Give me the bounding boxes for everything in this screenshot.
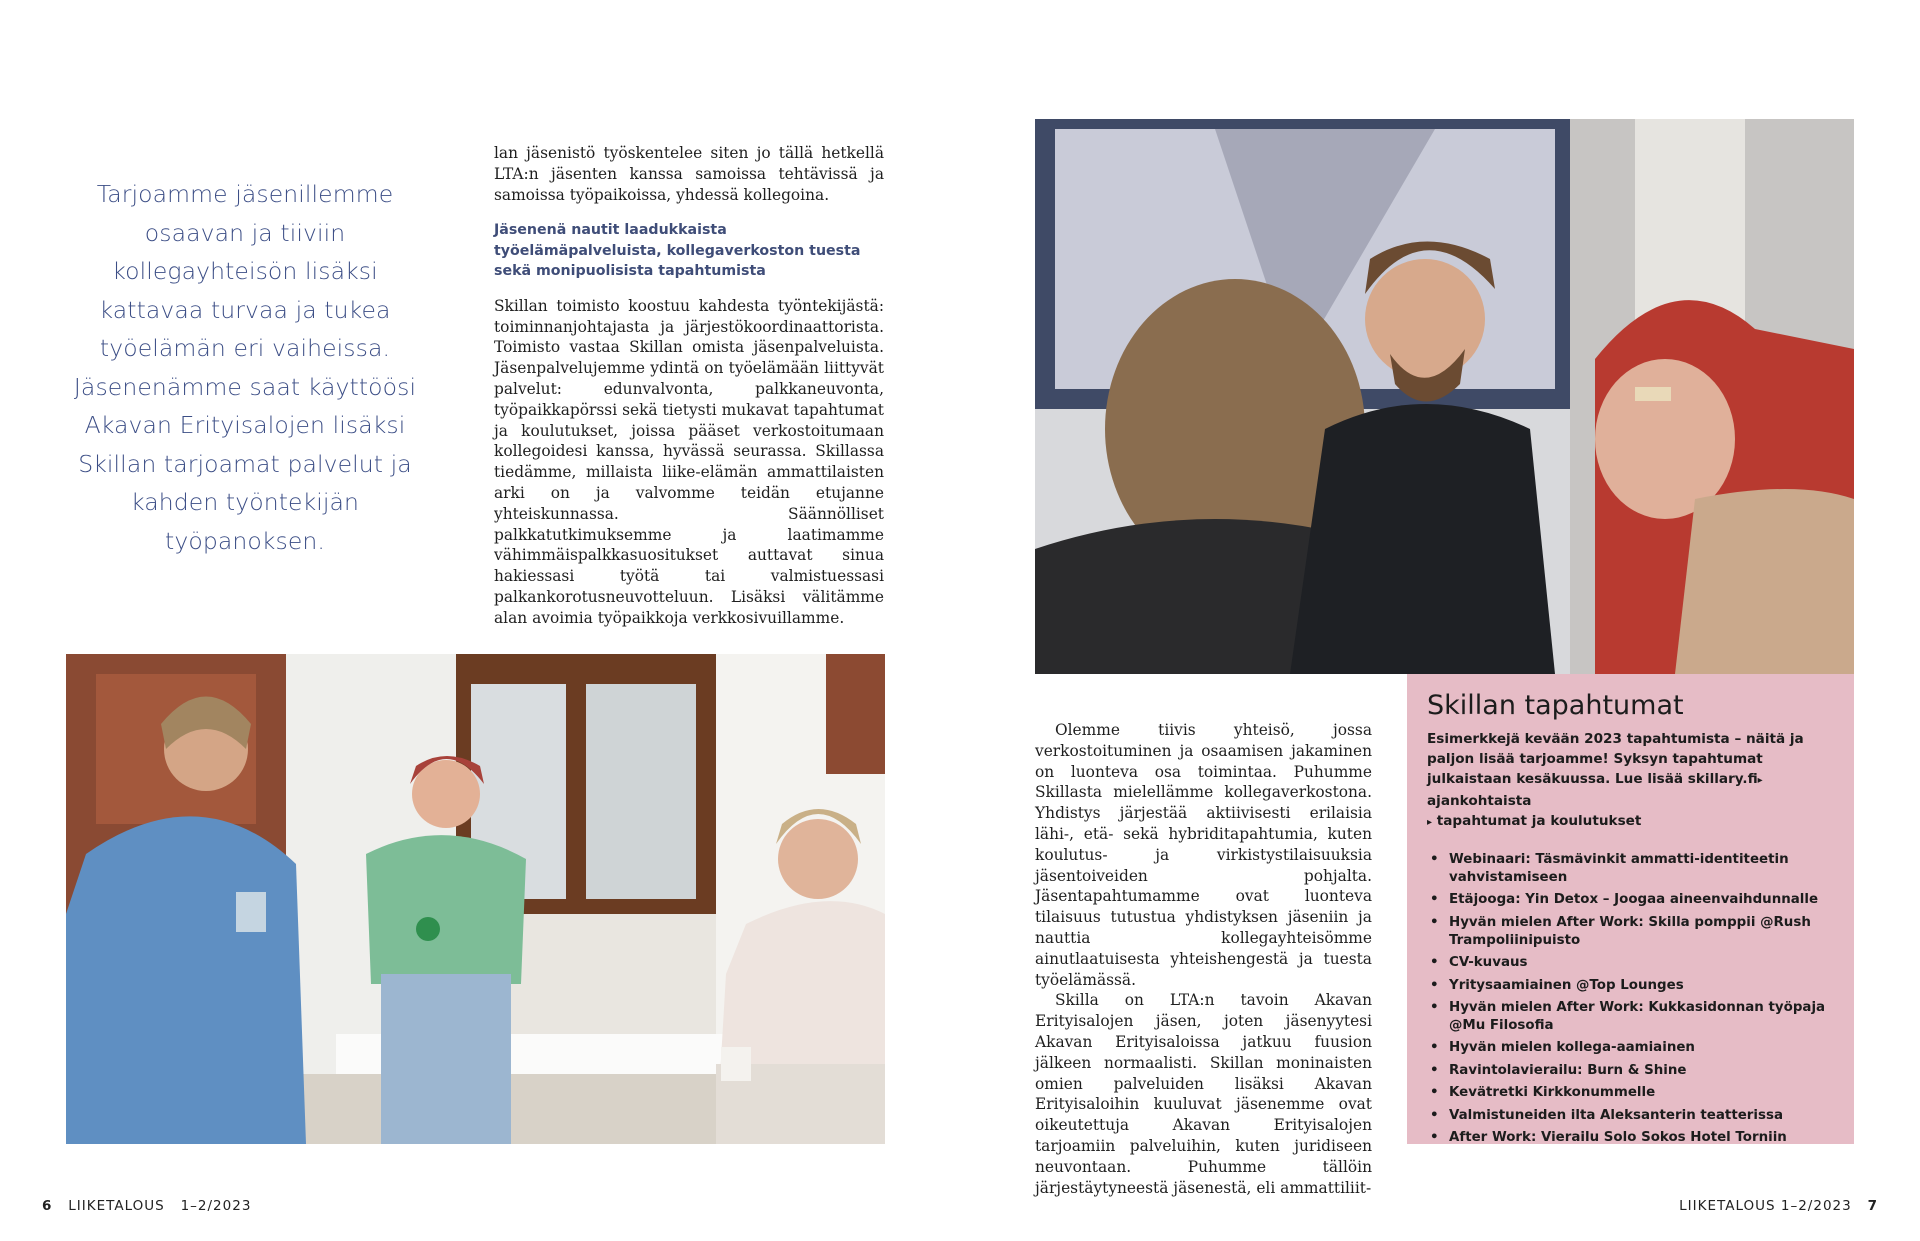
event-item: • Hyvän mielen After Work: Skilla pomppii @Rush Trampoliinipuisto bbox=[1430, 914, 1811, 948]
event-item: • After Work: Vierailu Solo Sokos Hotel Torniin bbox=[1430, 1129, 1787, 1145]
event-item: • Valmistuneiden ilta Aleksanterin teatterissa bbox=[1430, 1107, 1783, 1123]
event-item: • Hyvän mielen kollega-aamiainen bbox=[1430, 1040, 1695, 1056]
event-item: • Ravintolavierailu: Burn & Shine bbox=[1430, 1062, 1687, 1078]
left-footer bbox=[42, 1198, 251, 1214]
bullet-icon: • bbox=[1430, 852, 1439, 867]
bullet-icon: • bbox=[1430, 1107, 1439, 1123]
bullet-icon: • bbox=[1430, 1040, 1439, 1056]
arrow-icon: ▸ bbox=[1427, 817, 1433, 828]
events-box-intro: Esimerkkejä kevään 2023 tapahtumista – näitä ja paljon lisää tarjoamme! Syksyn tapahtumat julkaistaan kesäkuussa. Lue lisää skillary.fi▸ ajankohtaista ▸ tapahtumat ja koulutukset bbox=[1427, 731, 1804, 829]
right-footer bbox=[1679, 1198, 1878, 1214]
bullet-icon: • bbox=[1430, 955, 1439, 971]
bullet-icon: • bbox=[1430, 977, 1439, 993]
event-item: • Hyvän mielen After Work: Kukkasidonnan työpaja @Mu Filosofia bbox=[1430, 999, 1826, 1033]
bullet-icon: • bbox=[1430, 1085, 1439, 1101]
event-item: • Yritysaamiainen @Top Lounges bbox=[1430, 977, 1684, 993]
events-box bbox=[1407, 674, 1854, 1144]
left-magazine-name: LIIKETALOUS bbox=[68, 1198, 165, 1214]
right-body-column bbox=[1035, 720, 1372, 1198]
right-magazine-name: LIIKETALOUS bbox=[1679, 1198, 1776, 1214]
events-list bbox=[1427, 851, 1834, 1147]
events-box-title: Skillan tapahtumat bbox=[1427, 690, 1684, 721]
event-item: • Etäjooga: Yin Detox – Joogaa aineenvaihdunnalle bbox=[1430, 892, 1819, 908]
event-item: • Kevätretki Kirkkonummelle bbox=[1430, 1085, 1656, 1101]
link-ajankohtaista[interactable]: ajankohtaista bbox=[1427, 793, 1532, 809]
section-subheading: Jäsenenä nautit laadukkaista työelämäpalveluista, kollegaverkoston tuesta sekä monipuolisista tapahtumista bbox=[494, 222, 861, 280]
left-issue: 1–2/2023 bbox=[180, 1198, 252, 1214]
left-body-column bbox=[494, 143, 884, 629]
photo-meeting bbox=[1035, 119, 1854, 674]
event-item: • CV-kuvaus bbox=[1430, 955, 1528, 971]
bullet-icon: • bbox=[1430, 999, 1439, 1015]
right-page-number: 7 bbox=[1867, 1198, 1878, 1214]
pull-quote: Tarjoamme jäsenillemme osaavan ja tiiviin kollegayhteisön lisäksi kattavaa turvaa ja tukea työelämän eri vaiheissa. Jäsenenämme saat käyttöösi Akavan Erityisalojen lisäksi Skillan tarjoamat palvelut ja kahden työntekijän työpanoksen. bbox=[73, 180, 417, 555]
link-tapahtumat[interactable]: tapahtumat ja koulutukset bbox=[1436, 813, 1642, 829]
right-issue: 1–2/2023 bbox=[1780, 1198, 1852, 1214]
right-body-paragraph-1: Olemme tiivis yhteisö, jossa verkostoituminen ja osaamisen jakaminen on luonteva osa toimintaa. Puhumme Skillasta mielellämme kollegaverkostona. Yhdistys järjestää aktiivisesti erilaisia lähi-, etä- sekä hybriditapahtumia, kuten koulutus- ja virkistystilaisuuksia jäsentoiveiden pohjalta. Jäsentapahtumamme ovat luonteva tilaisuus tutustua yhdistyksen jäseniin ja nauttia kollegayhteisömme ainutlaatuisesta yhteishengestä ja tuesta työelämässä. bbox=[1035, 721, 1372, 989]
right-body-paragraph-2: Skilla on LTA:n tavoin Akavan Erityisalojen jäsen, joten jäsenyytesi Akavan Erityisaloissa jatkuu fuusion jälkeen normaalisti. Skillan moninaisten omien palveluiden lisäksi Akavan Erityisaloihin kuuluvat jäsenemme ovat oikeutettuja Akavan Erityisalojen tarjoamiin palveluihin, kuten juridiseen neuvontaan. Puhumme tällöin järjestäytyneestä jäsenestä, eli ammattiliit- bbox=[1035, 991, 1372, 1197]
event-item: • Webinaari: Täsmävinkit ammatti-identiteetin vahvistamiseen bbox=[1430, 852, 1789, 885]
left-page-number: 6 bbox=[42, 1198, 53, 1214]
photo-three-women bbox=[66, 654, 885, 1144]
bullet-icon: • bbox=[1430, 1129, 1439, 1145]
bullet-icon: • bbox=[1430, 1062, 1439, 1078]
bullet-icon: • bbox=[1430, 892, 1439, 908]
arrow-icon: ▸ bbox=[1757, 775, 1763, 786]
bullet-icon: • bbox=[1430, 914, 1439, 930]
body-intro-paragraph: lan jäsenistö työskentelee siten jo tällä hetkellä LTA:n jäsenten kanssa samoissa tehtävissä ja samoissa työpaikoissa, yhdessä kollegoina. bbox=[494, 144, 884, 204]
body-main-paragraph: Skillan toimisto koostuu kahdesta työntekijästä: toiminnanjohtajasta ja järjestökoordinaattorista. Toimisto vastaa Skillan omista jäsenpalveluista. Jäsenpalvelujemme ydintä on työelämään liittyvät palvelut: edunvalvonta, palkkaneuvonta, työpaikkapörssi sekä tietysti mukavat tapahtumat ja koulutukset, joissa pääset verkostoitumaan kollegoidesi kanssa, hyvässä seurassa. Skillassa tiedämme, millaista liike-elämän ammattilaisten arki on ja valvomme teidän etujanne yhteiskunnassa. Säännölliset palkkatutkimuksemme ja laatimamme vähimmäispalkkasuositukset auttavat sinua hakiessasi työtä tai valmistuessasi palkankorotusneuvotteluun. Lisäksi välitämme alan avoimia työpaikkoja verkkosivuillamme. bbox=[494, 296, 884, 627]
